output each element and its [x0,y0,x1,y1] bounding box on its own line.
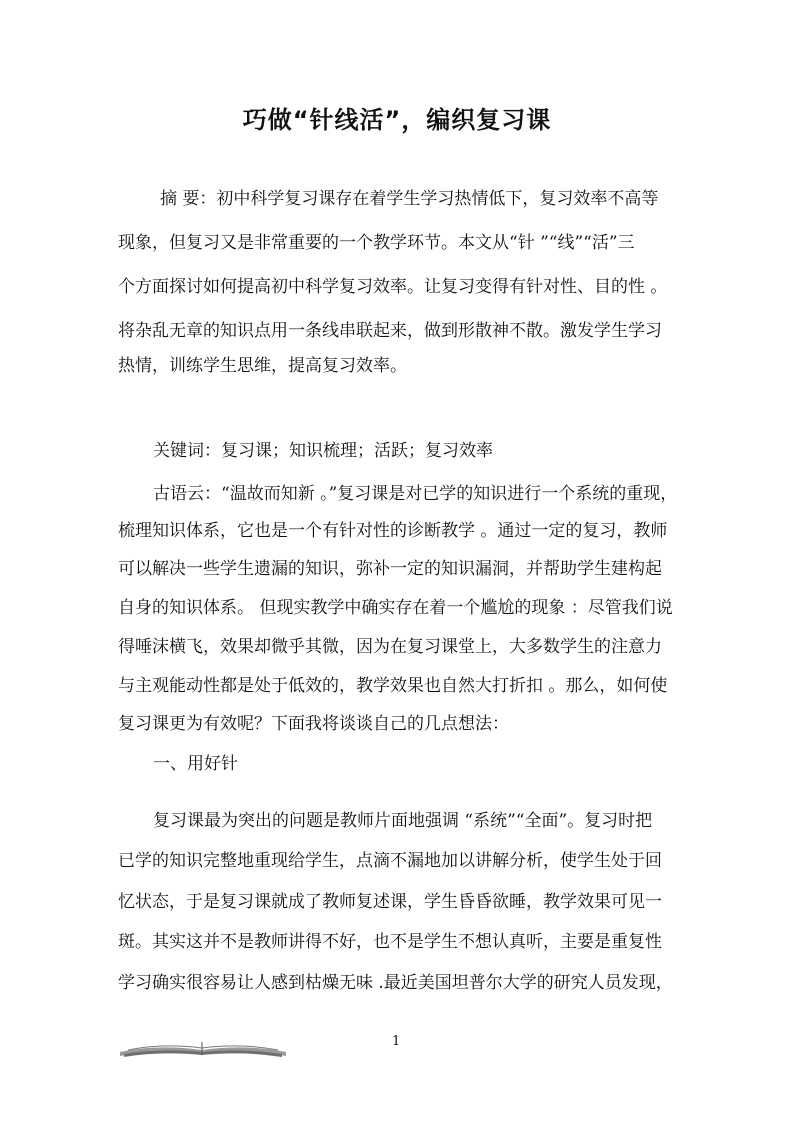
open-book-icon [118,1038,288,1060]
body-line: 斑。其实这并不是教师讲得不好，也不是学生不想认真听，主要是重复性 [118,932,662,952]
section-heading: 一、用好针 [153,754,238,774]
page-number: 1 [392,1034,401,1049]
abstract-line: 摘 要：初中科学复习课存在着学生学习热情低下，复习效率不高等 [160,189,659,209]
abstract-line: 个方面探讨如何提高初中科学复习效率。让复习变得有针对性、目的性 。 [118,277,668,297]
keywords-line: 关键词：复习课；知识梳理；活跃；复习效率 [153,441,493,461]
abstract-line: 热情，训练学生思维，提高复习效率。 [118,356,407,376]
body-line: 得唾沫横飞，效果却微乎其微，因为在复习课堂上，大多数学生的注意力 [118,637,662,657]
abstract-line: 将杂乱无章的知识点用一条线串联起来，做到形散神不散。激发学生学习 [118,321,662,341]
body-line: 忆状态，于是复习课就成了教师复述课，学生昏昏欲睡，教学效果可见一 [118,892,662,912]
body-line: 古语云：“温故而知新 。”复习课是对已学的知识进行一个系统的重现， [153,484,678,504]
body-line: 已学的知识完整地重现给学生，点滴不漏地加以讲解分析，使学生处于回 [118,851,662,871]
body-line: 梳理知识体系，它也是一个有针对性的诊断教学 。通过一定的复习，教师 [118,521,668,541]
body-line: 可以解决一些学生遗漏的知识，弥补一定的知识漏洞，并帮助学生建构起 [118,559,662,579]
body-line: 复习课更为有效呢？下面我将谈谈自己的几点想法： [118,714,509,734]
body-line: 复习课最为突出的问题是教师片面地强调 “系统”“全面”。复习时把 [153,811,653,831]
body-line: 与主观能动性都是处于低效的，教学效果也自然大打折扣 。那么，如何使 [118,676,668,696]
body-line: 学习确实很容易让人感到枯燥无味 .最近美国坦普尔大学的研究人员发现， [118,973,673,993]
abstract-line: 现象，但复习又是非常重要的一个教学环节。本文从“针 ”“线”“活”三 [118,233,635,253]
body-line: 自身的知识体系。 但现实教学中确实存在着一个尴尬的现象 ：尽管我们说 [118,598,673,618]
page-title: 巧做“针线活”，编织复习课 [242,106,552,134]
